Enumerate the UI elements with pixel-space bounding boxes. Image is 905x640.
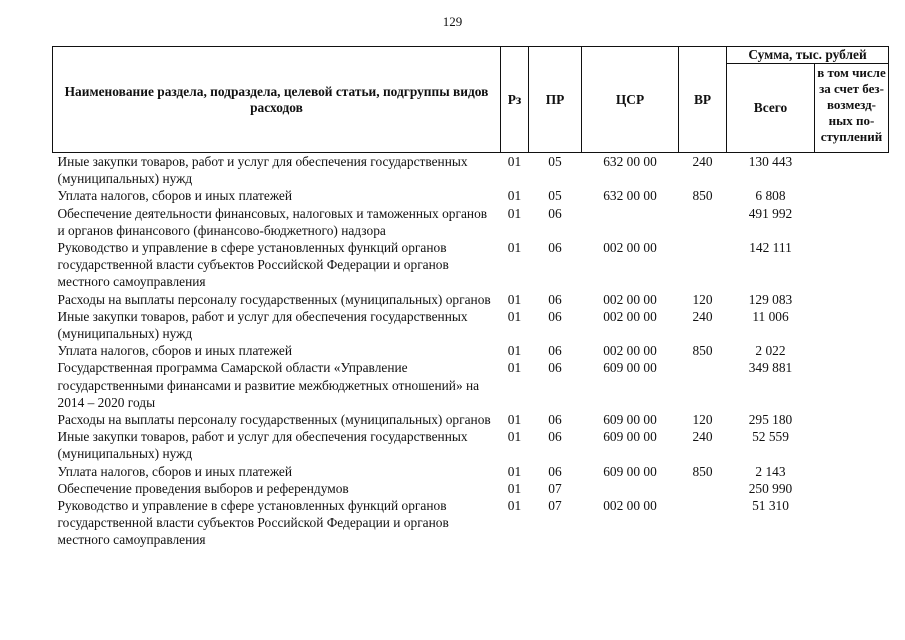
table-row xyxy=(53,153,889,188)
cell-rz: 01 xyxy=(507,463,522,479)
cell-rz: 01 xyxy=(507,308,522,324)
cell-total: 250 990 xyxy=(748,480,793,496)
cell-pr: 06 xyxy=(548,308,562,324)
cell-pr: 06 xyxy=(548,360,562,376)
cell-total: 52 559 xyxy=(752,429,789,445)
header-name: Наименование раздела, подраздела, целевой статьи, подгруппы видов расходов xyxy=(53,47,501,153)
cell-pr: 07 xyxy=(548,498,562,514)
cell-pr: 06 xyxy=(548,205,562,221)
cell-including xyxy=(815,187,889,204)
cell-vr: 240 xyxy=(692,429,713,445)
cell-rz: 01 xyxy=(507,498,522,514)
cell-csr: 609 00 00 xyxy=(603,429,657,445)
table-row xyxy=(53,291,889,308)
cell-including xyxy=(815,428,889,462)
cell-vr: 120 xyxy=(692,291,713,307)
cell-pr: 06 xyxy=(548,412,562,428)
header-pr: ПР xyxy=(529,47,582,153)
cell-name: Иные закупки товаров, работ и услуг для обеспечения государственных (муниципальных) нужд xyxy=(57,308,468,342)
cell-rz: 01 xyxy=(507,429,522,445)
header-including: в том числе за счет без-возмезд-ных по-ступлений xyxy=(815,64,889,153)
cell-total: 349 881 xyxy=(748,360,793,376)
header-rz: Рз xyxy=(501,47,529,153)
cell-name: Уплата налогов, сборов и иных платежей xyxy=(57,188,293,204)
budget-table xyxy=(52,46,889,549)
table-row xyxy=(53,187,889,204)
cell-pr: 06 xyxy=(548,240,562,256)
cell-rz: 01 xyxy=(507,360,522,376)
cell-rz: 01 xyxy=(507,188,522,204)
cell-csr: 632 00 00 xyxy=(603,188,657,204)
cell-pr: 06 xyxy=(548,291,562,307)
cell-including xyxy=(815,205,889,239)
cell-pr: 06 xyxy=(548,463,562,479)
header-sum-group: Сумма, тыс. рублей xyxy=(727,47,889,64)
cell-including xyxy=(815,480,889,497)
cell-rz: 01 xyxy=(507,291,522,307)
table-row xyxy=(53,480,889,497)
cell-name: Обеспечение деятельности финансовых, налоговых и таможенных органов и органов финансового (финансово-бюджетного) надзора xyxy=(57,205,488,238)
table-row xyxy=(53,342,889,359)
cell-csr: 002 00 00 xyxy=(603,240,657,256)
cell-csr xyxy=(582,205,679,239)
cell-name: Иные закупки товаров, работ и услуг для обеспечения государственных (муниципальных) нужд xyxy=(57,154,468,187)
cell-vr: 240 xyxy=(692,308,713,324)
cell-total: 2 143 xyxy=(755,463,786,479)
cell-csr: 632 00 00 xyxy=(603,154,657,169)
cell-name: Расходы на выплаты персоналу государственных (муниципальных) органов xyxy=(57,291,491,307)
cell-vr xyxy=(679,359,727,411)
cell-vr xyxy=(679,497,727,549)
cell-vr xyxy=(679,239,727,291)
cell-total: 11 006 xyxy=(752,308,789,324)
table-row xyxy=(53,428,889,462)
cell-pr: 05 xyxy=(548,154,562,169)
cell-name: Уплата налогов, сборов и иных платежей xyxy=(57,343,293,359)
cell-total: 51 310 xyxy=(752,498,789,514)
cell-name: Руководство и управление в сфере установленных функций органов государственной власти субъектов Российской Федерации и органов местного самоуправления xyxy=(57,240,449,290)
cell-total: 6 808 xyxy=(755,188,786,204)
cell-total: 2 022 xyxy=(755,343,786,359)
table-header xyxy=(53,47,889,153)
cell-including xyxy=(815,463,889,480)
cell-including xyxy=(815,497,889,549)
cell-csr: 002 00 00 xyxy=(603,343,657,359)
table-row xyxy=(53,463,889,480)
cell-name: Руководство и управление в сфере установленных функций органов государственной власти субъектов Российской Федерации и органов местного самоуправления xyxy=(57,498,449,548)
table-row xyxy=(53,497,889,549)
table-row xyxy=(53,308,889,342)
table-row xyxy=(53,205,889,239)
cell-total: 491 992 xyxy=(748,205,793,221)
cell-csr: 002 00 00 xyxy=(603,308,657,324)
cell-csr: 002 00 00 xyxy=(603,291,657,307)
cell-csr: 609 00 00 xyxy=(603,412,657,428)
page-number: 129 xyxy=(442,14,463,29)
cell-rz: 01 xyxy=(507,240,522,256)
cell-including xyxy=(815,239,889,291)
cell-including xyxy=(815,342,889,359)
cell-rz: 01 xyxy=(507,480,522,496)
cell-including xyxy=(815,153,889,188)
table-row xyxy=(53,239,889,291)
cell-vr: 120 xyxy=(692,412,713,428)
cell-including xyxy=(815,359,889,411)
cell-rz: 01 xyxy=(507,205,522,221)
cell-name: Иные закупки товаров, работ и услуг для обеспечения государственных (муниципальных) нужд xyxy=(57,429,468,462)
cell-pr: 06 xyxy=(548,429,562,445)
cell-csr: 609 00 00 xyxy=(603,463,657,479)
header-csr: ЦСР xyxy=(582,47,679,153)
cell-rz: 01 xyxy=(507,343,522,359)
cell-name: Уплата налогов, сборов и иных платежей xyxy=(57,463,293,479)
header-vr: ВР xyxy=(679,47,727,153)
cell-including xyxy=(815,291,889,308)
cell-csr: 609 00 00 xyxy=(603,360,657,376)
cell-vr: 850 xyxy=(692,343,713,359)
cell-csr: 002 00 00 xyxy=(603,498,657,514)
cell-vr: 850 xyxy=(692,463,713,479)
cell-vr: 240 xyxy=(692,154,713,169)
cell-name: Государственная программа Самарской области «Управление государственными финансами и развитие межбюджетных отношений» на 2014 – 2020 годы xyxy=(57,360,480,410)
cell-name: Обеспечение проведения выборов и референдумов xyxy=(57,480,349,496)
cell-total: 142 111 xyxy=(749,240,792,256)
cell-total: 129 083 xyxy=(748,291,793,307)
cell-name: Расходы на выплаты персоналу государственных (муниципальных) органов xyxy=(57,412,491,428)
table-row xyxy=(53,411,889,428)
cell-rz: 01 xyxy=(507,154,522,169)
table-body xyxy=(53,153,889,549)
cell-including xyxy=(815,308,889,342)
cell-total: 295 180 xyxy=(748,412,793,428)
cell-vr xyxy=(679,480,727,497)
cell-including xyxy=(815,411,889,428)
budget-table-container xyxy=(52,46,888,549)
header-total: Всего xyxy=(727,64,815,153)
cell-pr: 06 xyxy=(548,343,562,359)
cell-csr xyxy=(582,480,679,497)
cell-pr: 07 xyxy=(548,480,562,496)
cell-vr: 850 xyxy=(692,188,713,204)
cell-vr xyxy=(679,205,727,239)
cell-pr: 05 xyxy=(548,188,562,204)
table-row xyxy=(53,359,889,411)
cell-total: 130 443 xyxy=(748,154,793,169)
cell-rz: 01 xyxy=(507,412,522,428)
